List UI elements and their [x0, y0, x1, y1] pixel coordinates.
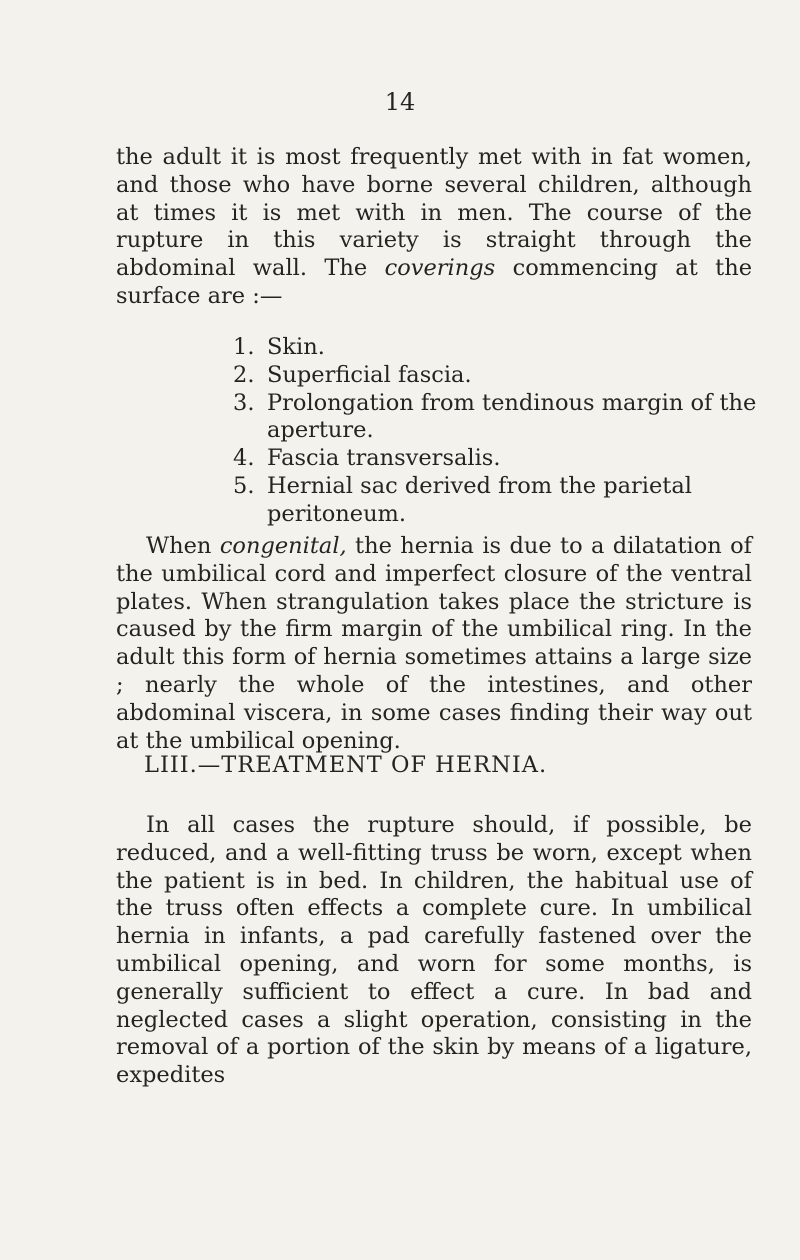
intro-italic-term: coverings — [384, 255, 496, 282]
section-heading: LIII.—TREATMENT OF HERNIA. — [144, 752, 548, 778]
list-item — [233, 473, 763, 529]
treatment-paragraph — [116, 812, 752, 1090]
intro-paragraph — [116, 144, 752, 311]
intro-text-after: commencing at the surface are :— — [116, 255, 753, 309]
list-item — [233, 390, 763, 446]
list-item-text: Superficial fascia. — [267, 361, 472, 388]
list-item-number: 1. — [233, 334, 255, 360]
congenital-italic-term: congenital, — [219, 533, 347, 559]
list-item-number: 2. — [233, 361, 255, 388]
list-item-text: Hernial sac derived from the parietal peritoneum. — [267, 472, 692, 527]
list-item-number: 4. — [233, 445, 255, 472]
coverings-list — [233, 334, 763, 529]
list-item — [233, 362, 763, 390]
treatment-text: In all cases the rupture should, if possible, be reduced, and a well-fitting truss be worn, except when the patient is in bed. In children, the habitual use of the truss often effects a complete cure. In umbilical hernia in infants, a pad carefully fastened over the umbilical opening, and worn for some months, is generally sufficient to effect a cure. In bad and neglected cases a slight operation, consisting in the removal of a portion of the skin by means of a ligature, expedites — [116, 812, 752, 1089]
list-item-text: Fascia transversalis. — [267, 445, 501, 472]
congenital-text-before: When — [146, 533, 220, 559]
list-item-number: 5. — [233, 472, 255, 499]
list-item — [233, 334, 763, 362]
intro-text-before: the adult it is most frequently met with in fat women, and those who have borne several children, although at times it is met with in men. The course of the rupture in this variety is straight through the abdominal wall. The — [116, 144, 752, 282]
page-number: 14 — [384, 88, 416, 116]
congenital-paragraph — [116, 533, 752, 755]
list-item — [233, 445, 763, 473]
list-item-text: Prolongation from tendinous margin of the aperture. — [267, 389, 757, 444]
list-item-number: 3. — [233, 389, 255, 416]
congenital-text-after: the hernia is due to a dilatation of the umbilical cord and imperfect closure of the ventral plates. When strangulation takes place the stricture is caused by the firm margin of the umbilical ring. In the adult this form of hernia sometimes attains a large size ; nearly the whole of the intestines, and other abdominal viscera, in some cases finding their way out at the umbilical opening. — [116, 533, 753, 754]
list-item-text: Skin. — [267, 334, 325, 360]
